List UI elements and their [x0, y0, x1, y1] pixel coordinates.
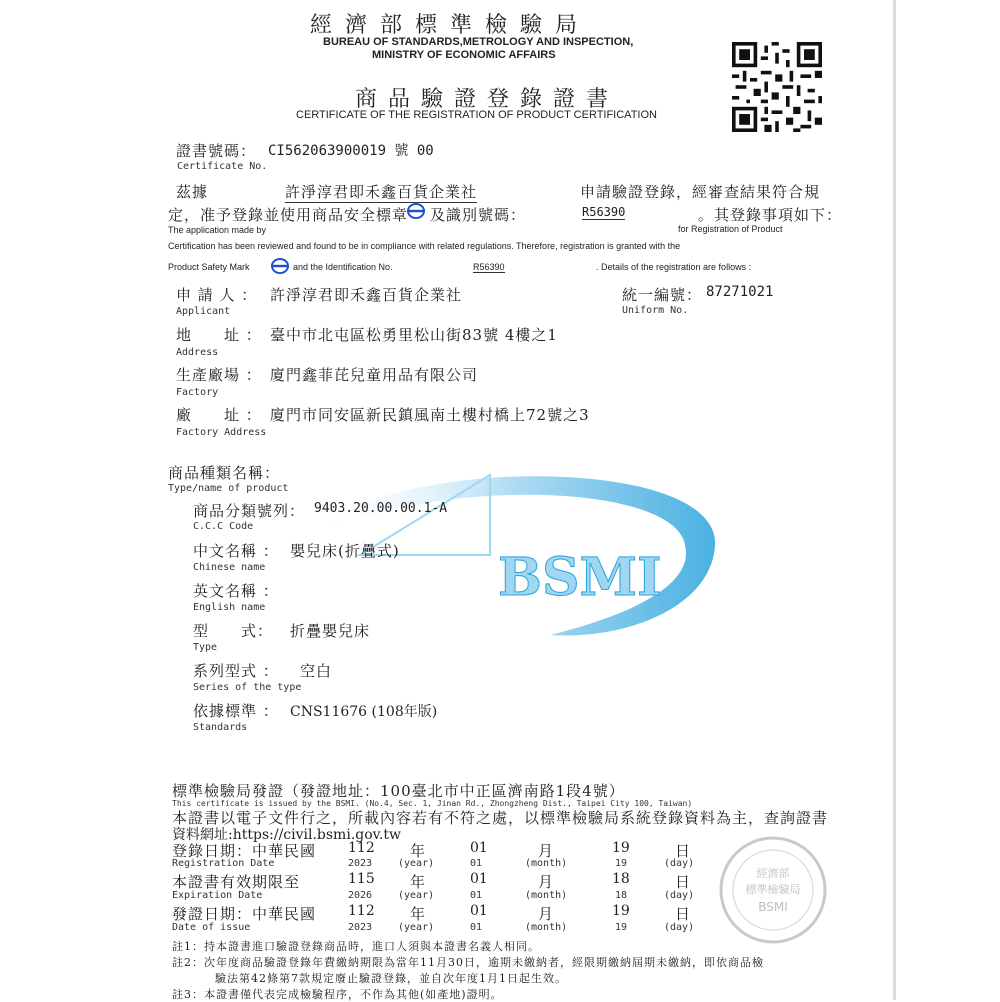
- statement-en-3: Product Safety Mark: [168, 262, 250, 272]
- safety-mark-icon-en: [271, 258, 289, 274]
- statement-en-1: The application made by: [168, 225, 267, 235]
- statement-en-5: . Details of the registration are follows :: [596, 262, 752, 272]
- date-label-en: Registration Date: [172, 858, 275, 869]
- uniform-no-label-en: Uniform No.: [622, 305, 689, 316]
- cert-no-label: 證書號碼：: [176, 142, 257, 160]
- english-name-label-en: English name: [193, 602, 266, 613]
- product-label: 商品種類名稱：: [168, 464, 281, 482]
- factory-value: 廈門鑫菲芘兒童用品有限公司: [270, 366, 479, 384]
- date-year-en: (year): [398, 922, 435, 933]
- ccc-code-label: 商品分類號列：: [193, 502, 306, 520]
- date-ad-year: 2023: [348, 922, 373, 933]
- date-day-num-en: 18: [615, 890, 628, 901]
- ccc-code-label-en: C.C.C Code: [193, 521, 254, 532]
- date-ad-year: 2026: [348, 890, 373, 901]
- date-year-unit: 年: [410, 905, 427, 923]
- ccc-code-value: 9403.20.00.00.1-A: [314, 501, 448, 516]
- qr-code-icon: [732, 42, 822, 132]
- type-value: 折疊嬰兒床: [290, 622, 371, 640]
- date-label-en: Date of issue: [172, 922, 251, 933]
- identification-no: R56390: [582, 205, 626, 219]
- applicant-label: 申 請 人 ：: [176, 286, 258, 304]
- standards-value: CNS11676 (108年版): [290, 704, 438, 720]
- date-roc-year: 112: [348, 903, 375, 919]
- date-day: 19: [612, 840, 630, 856]
- statement-applicant: 許淨淳君即禾鑫百貨企業社: [285, 183, 478, 201]
- certificate-title-en: CERTIFICATE OF THE REGISTRATION OF PRODUCT CERTIFICATION: [296, 109, 657, 121]
- note-3: 註3：本證書僅代表完成檢驗程序，不作為其他(如產地)證明。: [172, 988, 503, 1001]
- date-month-en: (month): [525, 922, 568, 933]
- cert-no-label-en: Certificate No.: [177, 161, 268, 172]
- date-ad-year: 2023: [348, 858, 373, 869]
- date-label-en: Expiration Date: [172, 890, 263, 901]
- statement-en-2: Certification has been reviewed and found to be in compliance with related regulations. Therefore, registration is granted with the: [168, 241, 681, 251]
- date-roc-year: 112: [348, 840, 375, 856]
- date-day-en: (day): [664, 890, 695, 901]
- date-label: 登錄日期：中華民國: [172, 842, 317, 860]
- uniform-no-value: 87271021: [706, 284, 774, 300]
- safety-mark-icon: [407, 203, 425, 219]
- chinese-name-label: 中文名稱 ：: [193, 542, 279, 560]
- date-day-num-en: 19: [615, 858, 628, 869]
- statement-text-3: 及識別號碼：: [430, 206, 527, 224]
- statement-en-4: and the Identification No.: [293, 262, 393, 272]
- address-value: 臺中市北屯區松勇里松山街83號 4樓之1: [270, 326, 558, 344]
- standards-label-en: Standards: [193, 722, 248, 733]
- statement-text-4: 。其登錄事項如下：: [698, 206, 843, 224]
- date-month-num-en: 01: [470, 890, 483, 901]
- date-day-unit: 日: [675, 905, 692, 923]
- type-label: 型 式：: [193, 622, 274, 640]
- uniform-no-label: 統一編號：: [622, 286, 703, 304]
- factory-address-label-en: Factory Address: [176, 427, 267, 438]
- seal-text-2: 標準檢驗局: [745, 883, 801, 896]
- date-day-en: (day): [664, 858, 695, 869]
- factory-label: 生產廠場 ：: [176, 366, 262, 384]
- date-month-en: (month): [525, 890, 568, 901]
- date-month-unit: 月: [538, 905, 555, 923]
- date-month-num-en: 01: [470, 858, 483, 869]
- bsmi-logo-text: BSMI: [498, 547, 662, 608]
- bureau-name-en-1: BUREAU OF STANDARDS,METROLOGY AND INSPECTION,: [323, 36, 634, 48]
- note-2: 註2：次年度商品驗證登錄年費繳納期限為當年11月30日，逾期未繳納者，經限期繳納屆期未繳納，即依商品檢: [172, 956, 764, 969]
- chinese-name-label-en: Chinese name: [193, 562, 266, 573]
- chinese-name-value: 嬰兒床(折疊式): [290, 542, 400, 560]
- date-year-unit: 年: [410, 842, 427, 860]
- note-2-cont: 驗法第42條第7款規定廢止驗證登錄，並自次年度1月1日起生效。: [215, 972, 567, 985]
- date-month: 01: [470, 840, 488, 856]
- seal-text-3: BSMI: [758, 900, 788, 914]
- date-label: 本證書有效期限至: [172, 873, 301, 891]
- note-1: 註1：持本證書進口驗證登錄商品時，進口人須與本證書名義人相同。: [172, 940, 540, 953]
- series-label: 系列型式 ：: [193, 662, 279, 680]
- issuer-website: 資料網址:https://civil.bsmi.gov.tw: [172, 827, 401, 843]
- issuer-notice: 本證書以電子文件行之，所載內容若有不符之處，以標準檢驗局系統登錄資料為主，查詢證書: [172, 809, 829, 827]
- series-label-en: Series of the type: [193, 682, 302, 693]
- statement-en-1-right: for Registration of Product: [678, 224, 783, 234]
- date-day: 18: [612, 871, 630, 887]
- factory-address-label: 廠 址 ：: [176, 406, 262, 424]
- standards-label: 依據標準 ：: [193, 702, 279, 720]
- factory-address-value: 廈門市同安區新民鎮風南土樓村橋上72號之3: [270, 406, 590, 424]
- date-day: 19: [612, 903, 630, 919]
- date-label: 發證日期：中華民國: [172, 905, 317, 923]
- product-label-en: Type/name of product: [168, 483, 289, 494]
- series-value: 空白: [300, 662, 333, 680]
- issuer-line: 標準檢驗局發證（發證地址：100臺北市中正區濟南路1段4號）: [172, 782, 625, 800]
- date-month-en: (month): [525, 858, 568, 869]
- statement-text-2: 定，准予登錄並使用商品安全標章: [168, 206, 409, 224]
- date-day-en: (day): [664, 922, 695, 933]
- cert-no-value: CI562063900019 號 00: [268, 143, 434, 159]
- english-name-label: 英文名稱 ：: [193, 582, 279, 600]
- issuer-line-en: This certificate is issued by the BSMI. (No.4, Sec. 1, Jinan Rd., Zhongzheng Dist., Taipei City 100, Taiwan): [172, 799, 693, 808]
- date-year-unit: 年: [410, 873, 427, 891]
- date-year-en: (year): [398, 890, 435, 901]
- date-day-unit: 日: [675, 842, 692, 860]
- page-edge: [893, 0, 896, 1000]
- type-label-en: Type: [193, 642, 218, 653]
- bureau-name-zh: 經 濟 部 標 準 檢 驗 局: [310, 13, 580, 38]
- date-day-unit: 日: [675, 873, 692, 891]
- date-day-num-en: 19: [615, 922, 628, 933]
- date-roc-year: 115: [348, 871, 375, 887]
- address-label: 地 址 ：: [176, 326, 262, 344]
- bureau-name-en-2: MINISTRY OF ECONOMIC AFFAIRS: [372, 49, 556, 61]
- date-month-unit: 月: [538, 873, 555, 891]
- factory-label-en: Factory: [176, 387, 219, 398]
- statement-text-1: 申請驗證登錄，經審查結果符合規: [580, 183, 821, 201]
- date-month-unit: 月: [538, 842, 555, 860]
- date-month-num-en: 01: [470, 922, 483, 933]
- seal-text-1: 經濟部: [756, 867, 790, 880]
- official-seal: [718, 835, 828, 945]
- applicant-value: 許淨淳君即禾鑫百貨企業社: [270, 286, 463, 304]
- identification-no-en: R56390: [473, 262, 505, 272]
- date-month: 01: [470, 871, 488, 887]
- statement-intro: 茲據: [176, 183, 209, 201]
- applicant-label-en: Applicant: [176, 306, 231, 317]
- date-month: 01: [470, 903, 488, 919]
- address-label-en: Address: [176, 347, 219, 358]
- certificate-title-zh: 商 品 驗 證 登 錄 證 書: [355, 87, 610, 112]
- date-year-en: (year): [398, 858, 435, 869]
